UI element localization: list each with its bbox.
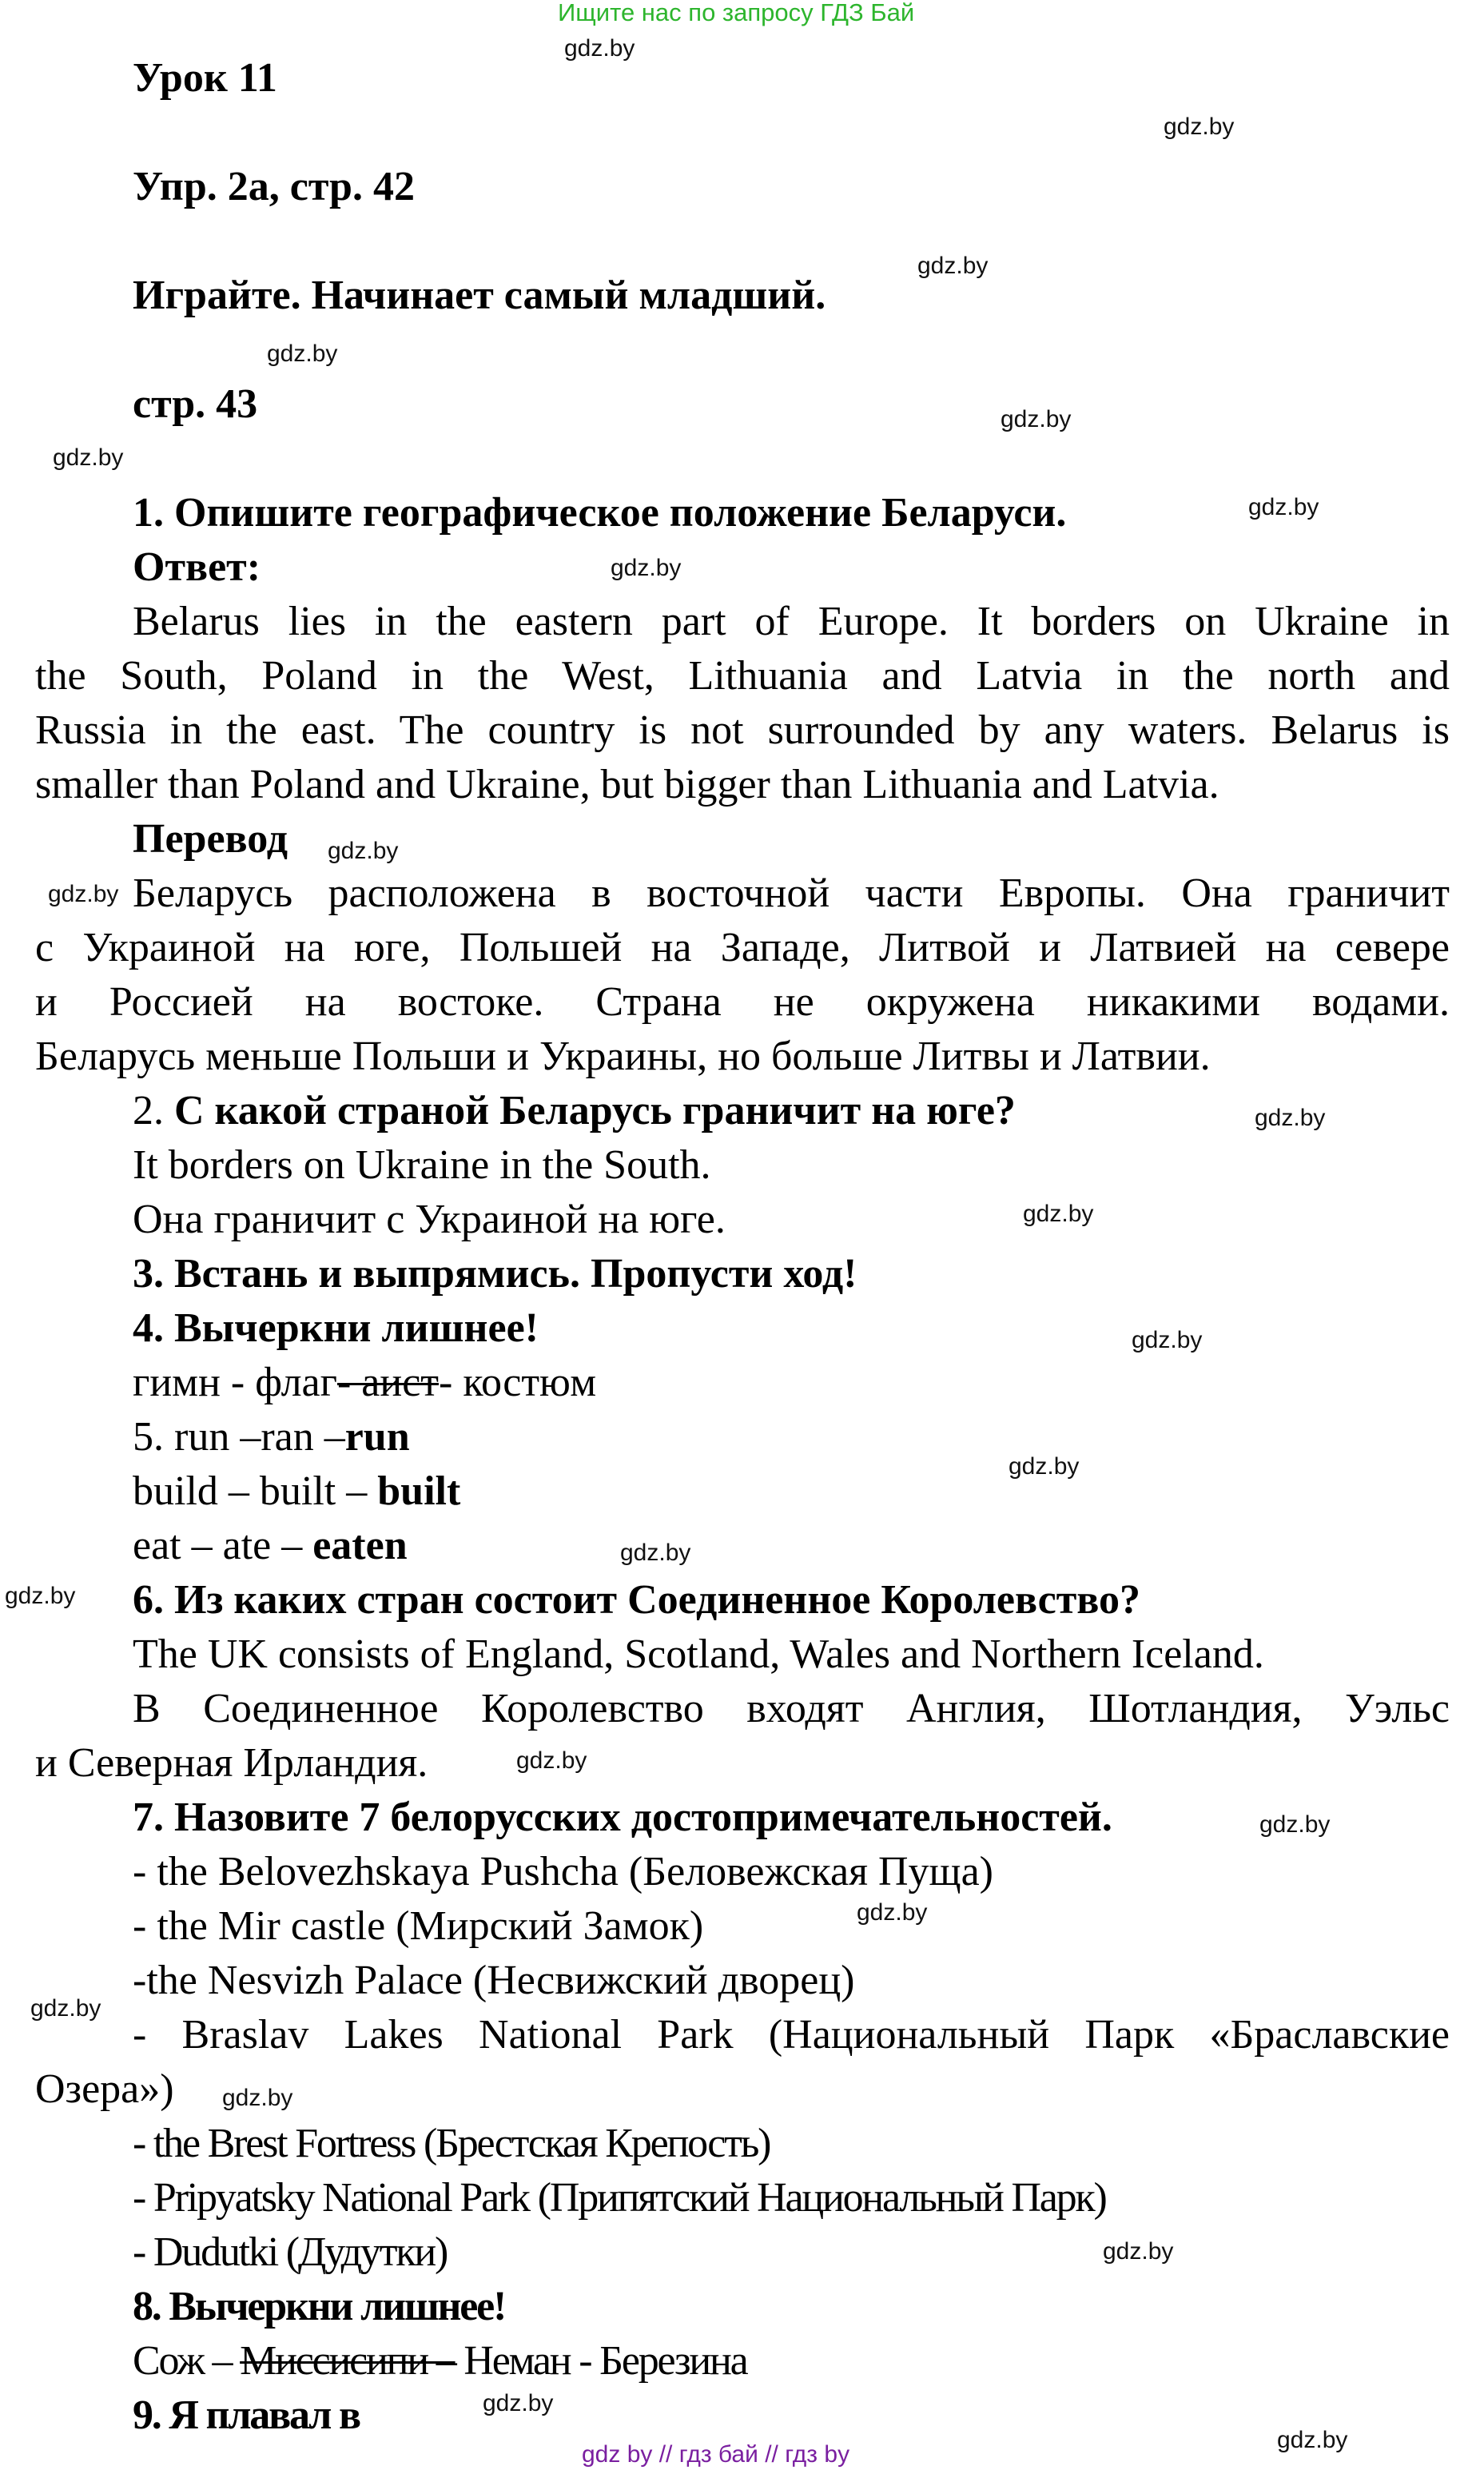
watermark: gdz.by	[1259, 1811, 1331, 1838]
q7-item: -the Nesvizh Palace (Несвижский дворец)	[133, 1958, 855, 2003]
q5-line-1	[133, 1410, 410, 1464]
page-ref: стр. 43	[133, 381, 258, 427]
q5-line-2	[133, 1464, 460, 1519]
q8-word: Неман - Березина	[455, 2338, 747, 2384]
watermark: gdz.by	[222, 2085, 293, 2111]
q2-answer-en: It borders on Ukraine in the South.	[133, 1142, 711, 1188]
q4-struck-word: - аист	[336, 1360, 439, 1405]
watermark: gdz.by	[48, 881, 119, 907]
watermark: gdz.by	[1255, 1105, 1326, 1131]
q9-text: 9. Я плавал в	[133, 2392, 360, 2438]
q4-word: гимн - флаг	[133, 1360, 337, 1405]
q2-question-text: С какой страной Беларусь граничит на юге?	[174, 1088, 1016, 1133]
q5-prefix: eat – ate –	[133, 1523, 313, 1568]
q2-question	[133, 1084, 1016, 1138]
q8-text: 8. Вычеркни лишнее!	[133, 2284, 506, 2329]
q4-answer	[133, 1356, 596, 1410]
q4-word: - костюм	[439, 1360, 597, 1405]
text-line: с Украиной на юге, Польшей на Западе, Литвой и Латвией на севере	[35, 925, 1450, 970]
q1-question: 1. Опишите географическое положение Беларуси.	[133, 490, 1067, 536]
bottom-banner[interactable]: gdz by // гдз бай // гдз by	[582, 2441, 850, 2468]
watermark: gdz.by	[483, 2390, 554, 2416]
text-line: Озера»)	[35, 2066, 174, 2112]
q8-word: Сож –	[133, 2338, 241, 2384]
q7-item: - the Belovezhskaya Pushcha (Беловежская Пуща)	[133, 1849, 993, 1894]
watermark: gdz.by	[1248, 494, 1319, 520]
text-line: Беларусь расположена в восточной части Европы. Она граничит	[133, 870, 1450, 916]
q7-item: - Dudutki (Дудутки)	[133, 2229, 448, 2275]
q2-answer-ru: Она граничит с Украиной на юге.	[133, 1197, 726, 1242]
q5-prefix: build – built –	[133, 1468, 378, 1514]
q2-number: 2.	[133, 1088, 164, 1133]
q1-translation-label: Перевод	[133, 816, 288, 862]
text-line: smaller than Poland and Ukraine, but bigger than Lithuania and Latvia.	[35, 762, 1219, 807]
watermark: gdz.by	[328, 838, 399, 864]
text-line: Russia in the east. The country is not surrounded by any waters. Belarus is	[35, 707, 1450, 753]
watermark: gdz.by	[620, 1540, 691, 1566]
text-line: и Россией на востоке. Страна не окружена никакими водами.	[35, 979, 1450, 1025]
watermark: gdz.by	[1164, 114, 1235, 140]
watermark: gdz.by	[917, 253, 989, 279]
watermark: gdz.by	[1277, 2427, 1348, 2453]
watermark: gdz.by	[516, 1747, 587, 1774]
watermark: gdz.by	[5, 1583, 76, 1609]
watermark: gdz.by	[564, 35, 635, 62]
watermark: gdz.by	[1103, 2238, 1174, 2265]
watermark: gdz.by	[1132, 1327, 1203, 1353]
watermark: gdz.by	[1009, 1453, 1080, 1480]
watermark: gdz.by	[857, 1899, 928, 1926]
q5-prefix: 5. run –ran –	[133, 1414, 345, 1460]
top-banner[interactable]: Ищите нас по запросу ГДЗ Бай	[558, 0, 915, 26]
q4-text: 4. Вычеркни лишнее!	[133, 1305, 539, 1351]
q6-question: 6. Из каких стран состоит Соединенное Королевство?	[133, 1577, 1141, 1623]
text-line: В Соединенное Королевство входят Англия, Шотландия, Уэльс	[133, 1686, 1450, 1731]
exercise-ref: Упр. 2а, стр. 42	[133, 164, 415, 209]
text-line: Belarus lies in the eastern part of Europe. It borders on Ukraine in	[133, 599, 1450, 644]
watermark: gdz.by	[1001, 406, 1072, 432]
watermark: gdz.by	[30, 1995, 101, 2022]
q7-item: - the Brest Fortress (Брестская Крепость)	[133, 2121, 770, 2166]
text-line: the South, Poland in the West, Lithuania and Latvia in the north and	[35, 653, 1450, 699]
q5-answer: run	[344, 1414, 410, 1460]
q6-answer-ru	[35, 1682, 1450, 1791]
q8-answer	[133, 2334, 747, 2388]
q6-answer-en: The UK consists of England, Scotland, Wales and Northern Iceland.	[133, 1631, 1264, 1677]
watermark: gdz.by	[267, 341, 338, 367]
q1-answer-paragraph	[35, 595, 1450, 812]
q5-answer: eaten	[312, 1523, 408, 1568]
q8-struck-word: Миссисипи –	[240, 2338, 456, 2384]
q5-answer: built	[377, 1468, 461, 1514]
watermark: gdz.by	[53, 444, 124, 471]
q1-translation-paragraph	[35, 866, 1450, 1084]
text-line: и Северная Ирландия.	[35, 1740, 428, 1786]
lesson-title: Урок 11	[133, 55, 277, 101]
text-line: Беларусь меньше Польши и Украины, но больше Литвы и Латвии.	[35, 1034, 1211, 1079]
instruction: Играйте. Начинает самый младший.	[133, 273, 826, 318]
q5-line-3	[133, 1519, 408, 1573]
q1-answer-label: Ответ:	[133, 544, 261, 590]
q7-question: 7. Назовите 7 белорусских достопримечательностей.	[133, 1795, 1112, 1840]
watermark: gdz.by	[611, 555, 682, 581]
q7-item: - Pripyatsky National Park (Припятский Национальный Парк)	[133, 2175, 1106, 2221]
q7-item: - the Mir castle (Мирский Замок)	[133, 1903, 704, 1949]
watermark: gdz.by	[1023, 1201, 1094, 1227]
q3-text: 3. Встань и выпрямись. Пропусти ход!	[133, 1251, 857, 1297]
text-line: - Braslav Lakes National Park (Национальный Парк «Браславские	[133, 2012, 1450, 2058]
q7-item-braslav	[35, 2008, 1450, 2117]
